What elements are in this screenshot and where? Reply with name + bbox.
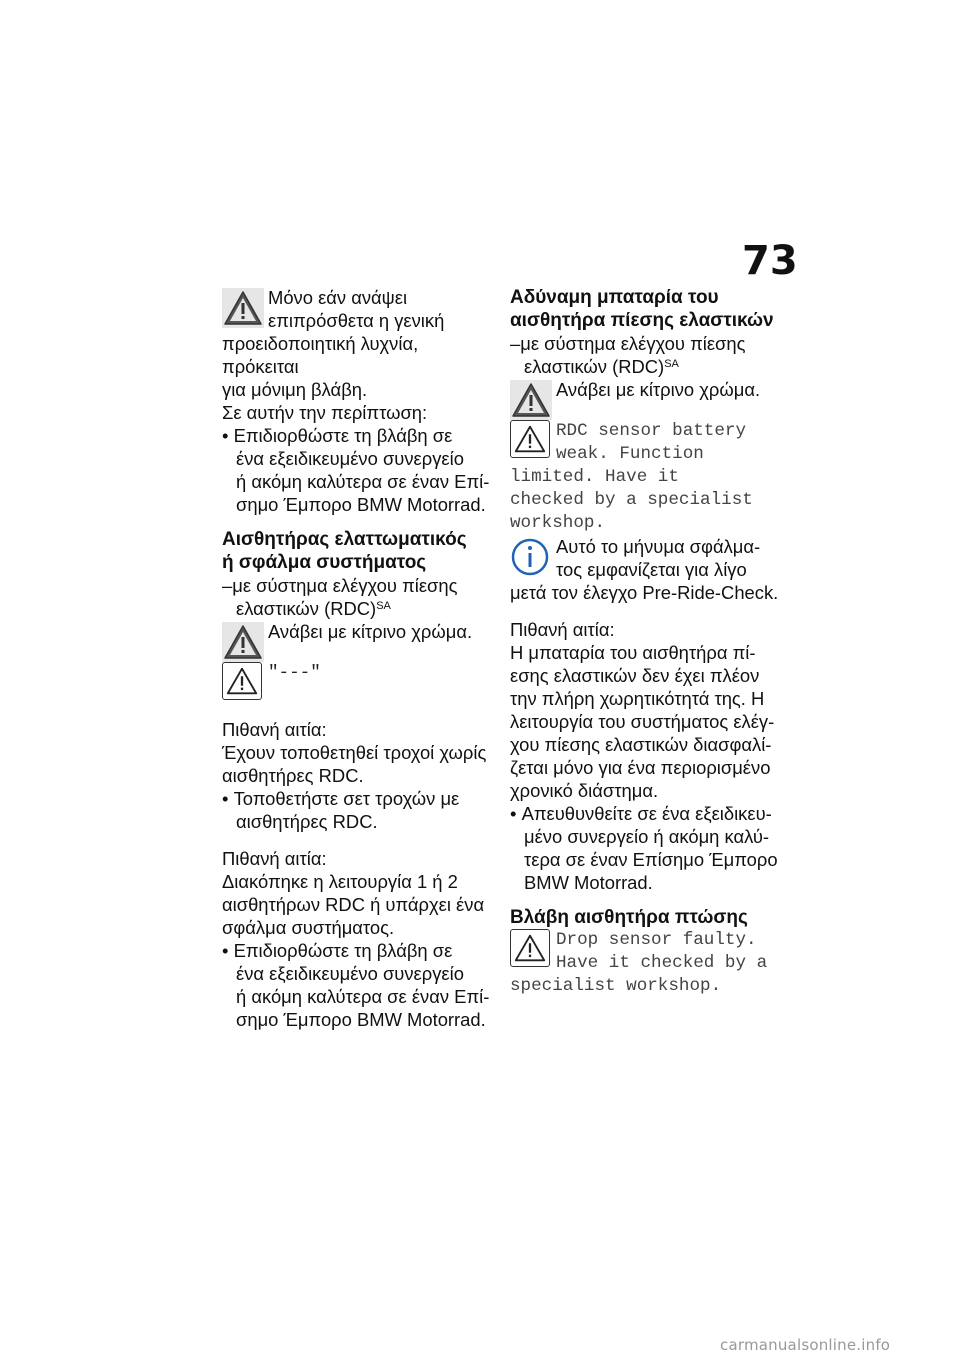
watermark: carmanualsonline.info xyxy=(720,1336,891,1354)
text-line: αισθητήρες RDC. xyxy=(222,765,364,786)
text-line: σημο Έμπορο BMW Motorrad. xyxy=(236,1009,486,1030)
text-line: τερα σε έναν Επίσημο Έμπορο xyxy=(524,849,778,870)
text-line: λειτουργία του συστήματος ελέγ- xyxy=(510,711,775,732)
text-line: ζεται μόνο για ένα περιορισμένο xyxy=(510,757,771,778)
text-line: σημο Έμπορο BMW Motorrad. xyxy=(236,494,486,515)
text-line: εσης ελαστικών δεν έχει πλέον xyxy=(510,665,760,686)
text-line: με σύστημα ελέγχου πίεσης xyxy=(520,333,746,354)
text-line: Έχουν τοποθετηθεί τροχοί χωρίς xyxy=(222,742,487,763)
text-line: Ανάβει με κίτρινο χρώμα. xyxy=(556,379,761,400)
info-icon xyxy=(510,537,552,577)
text-line: επιπρόσθετα η γενική xyxy=(268,310,445,331)
indicator-row xyxy=(222,620,492,662)
text-line: την πλήρη χωρητικότητά της. Η xyxy=(510,688,765,709)
text-line: Αυτό το μήνυμα σφάλμα- xyxy=(556,536,761,557)
text-line: ένα εξειδικευμένο συνεργείο xyxy=(236,963,464,984)
cause-label: Πιθανή αιτία: xyxy=(510,619,615,640)
cause-label: Πιθανή αιτία: xyxy=(222,848,327,869)
text-line: ένα εξειδικευμένο συνεργείο xyxy=(236,448,464,469)
text-line: αισθητήρων RDC ή υπάρχει ένα xyxy=(222,894,485,915)
dash-item: –με σύστημα ελέγχου πίεσης ελαστικών (RDC)$^{SA}$ xyxy=(510,333,746,377)
text-line: Drop sensor faulty. xyxy=(556,930,757,950)
right-column xyxy=(510,286,780,998)
heading-line: ή σφάλμα συστήματος xyxy=(222,552,427,573)
display-row xyxy=(222,662,492,700)
text-line: Η μπαταρία του αισθητήρα πί- xyxy=(510,642,756,663)
drop-sensor-message xyxy=(510,929,780,998)
bullet-item: • Απευθυνθείτε σε ένα εξειδικευ- μένο συνεργείο ή ακόμη καλύ- τερα σε έναν Επίσημο Έμπορο BMW Motorrad. xyxy=(510,802,780,894)
section-heading: Βλάβη αισθητήρα πτώσης xyxy=(510,907,748,928)
text-line: μετά τον έλεγχο Pre-Ride-Check. xyxy=(510,582,779,603)
text-line: χου πίεσης ελαστικών διασφαλί- xyxy=(510,734,772,755)
dash-item: –με σύστημα ελέγχου πίεσης ελαστικών (RDC)$^{SA}$ xyxy=(222,575,458,619)
text-line: limited. Have it xyxy=(510,467,679,487)
page-number: 73 xyxy=(742,238,798,284)
cause-label: Πιθανή αιτία: xyxy=(222,719,327,740)
case-line: Σε αυτήν την περίπτωση: xyxy=(222,402,428,423)
display-warning-icon xyxy=(222,662,262,700)
heading-line: Αδύναμη μπαταρία του xyxy=(510,287,719,308)
text-line: ή ακόμη καλύτερα σε έναν Επί- xyxy=(236,986,490,1007)
heading-line: Αισθητήρας ελαττωματικός xyxy=(222,529,467,550)
text-line: ελαστικών (RDC) xyxy=(524,356,665,377)
text-line: προειδοποιητική λυχνία, πρόκειται xyxy=(222,333,419,377)
text-line: RDC sensor battery xyxy=(556,421,747,441)
sa-superscript: SA xyxy=(376,600,391,612)
text-line: Μόνο εάν ανάψει xyxy=(268,287,408,308)
text-line: workshop. xyxy=(510,513,606,533)
text-line: για μόνιμη βλάβη. xyxy=(222,379,368,400)
text-line: weak. Function xyxy=(556,444,704,464)
warning-triangle-icon xyxy=(222,622,264,662)
text-line: τος εμφανίζεται για λίγο xyxy=(556,559,747,580)
text-line: Τοποθετήστε σετ τροχών με xyxy=(233,788,460,809)
text-line: Διακόπηκε η λειτουργία 1 ή 2 xyxy=(222,871,458,892)
text-line: με σύστημα ελέγχου πίεσης xyxy=(232,575,458,596)
text-line: μένο συνεργείο ή ακόμη καλύ- xyxy=(524,826,770,847)
text-line: χρονικό διάστημα. xyxy=(510,780,659,801)
display-warning-icon xyxy=(510,929,550,967)
bullet-item: • Επιδιορθώστε τη βλάβη σε ένα εξειδικευμένο συνεργείο ή ακόμη καλύτερα σε έναν Επί- σημο Έμπορο BMW Motorrad. xyxy=(222,424,492,516)
indicator-row xyxy=(510,378,780,420)
text-line: ελαστικών (RDC) xyxy=(236,598,377,619)
text-line: Have it checked by a xyxy=(556,953,768,973)
text-line: Επιδιορθώστε τη βλάβη σε xyxy=(233,940,453,961)
text-line: specialist workshop. xyxy=(510,976,722,996)
text-line: Απευθυνθείτε σε ένα εξειδικευ- xyxy=(521,803,772,824)
bullet-item: • Επιδιορθώστε τη βλάβη σε ένα εξειδικευμένο συνεργείο ή ακόμη καλύτερα σε έναν Επί- σημο Έμπορο BMW Motorrad. xyxy=(222,939,492,1031)
warning-triangle-icon xyxy=(510,380,552,420)
warning-intro xyxy=(222,286,492,401)
display-warning-icon xyxy=(510,420,550,458)
info-note xyxy=(510,535,780,604)
bullet-item: • Τοποθετήστε σετ τροχών με αισθητήρες RDC. xyxy=(222,787,492,833)
heading-line: αισθητήρα πίεσης ελαστικών xyxy=(510,310,774,331)
section-heading xyxy=(510,286,780,332)
text-line: αισθητήρες RDC. xyxy=(236,811,378,832)
text-line: σφάλμα συστήματος. xyxy=(222,917,395,938)
left-column xyxy=(222,286,492,1031)
section-heading xyxy=(222,528,492,574)
sa-superscript: SA xyxy=(664,358,679,370)
text-line: checked by a specialist xyxy=(510,490,753,510)
display-message xyxy=(510,420,780,535)
text-line: ή ακόμη καλύτερα σε έναν Επί- xyxy=(236,471,490,492)
text-line: Επιδιορθώστε τη βλάβη σε xyxy=(233,425,453,446)
warning-triangle-icon xyxy=(222,288,264,328)
text-line: Ανάβει με κίτρινο χρώμα. xyxy=(268,621,473,642)
display-text: "---" xyxy=(268,663,321,683)
text-line: BMW Motorrad. xyxy=(524,872,653,893)
